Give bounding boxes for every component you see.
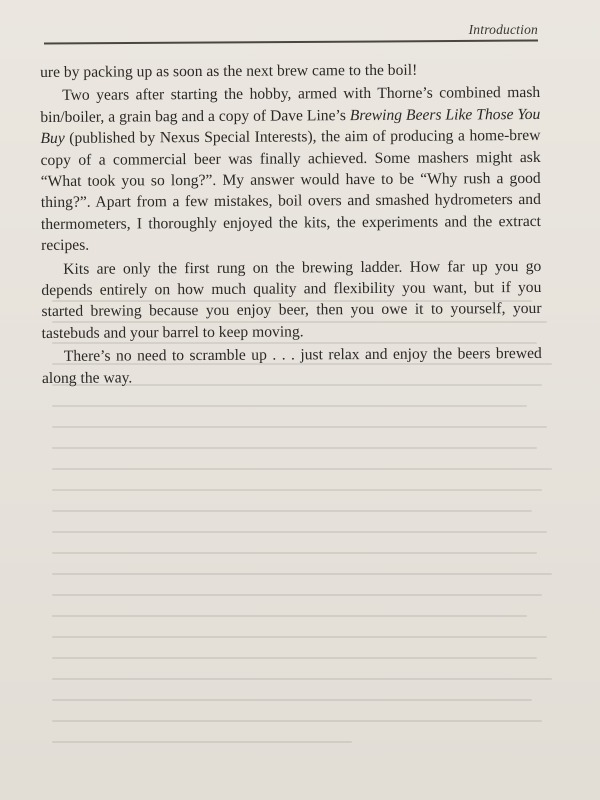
book-title: Brewing Beers Like Those You Buy: [40, 105, 541, 148]
paragraph: Two years after starting the hobby, armed with Thorne’s combined mash bin/boiler, a grain bag and a copy of Dave Line’s Brewing Beers Like Those You Buy (published by Nexus Special Interests), the aim of producing a home-brew copy of a commercial beer was finally achieved. Some mashers might ask “What took you so long?”. My answer would have to be “Why rush a good thing?”. Apart from a few mistakes, boil overs and smashed hydrometers and thermometers, I thoroughly enjoyed the kits, the experiments and the extract recipes.: [40, 84, 542, 255]
running-head: Introduction: [468, 22, 538, 37]
paragraph: ure by packing up as soon as the next brew came to the boil!: [40, 61, 418, 81]
header-rule: [44, 39, 538, 44]
body-text: [40, 59, 542, 389]
paragraph: Kits are only the first rung on the brewing ladder. How far up you go depends entirely on how much quality and flexibility you want, but if you started brewing because you enjoy beer, then you owe it to yourself, your tastebuds and your barrel to keep moving.: [41, 257, 542, 342]
paragraph: There’s no need to scramble up . . . just relax and enjoy the beers brewed along the way.: [41, 345, 542, 387]
